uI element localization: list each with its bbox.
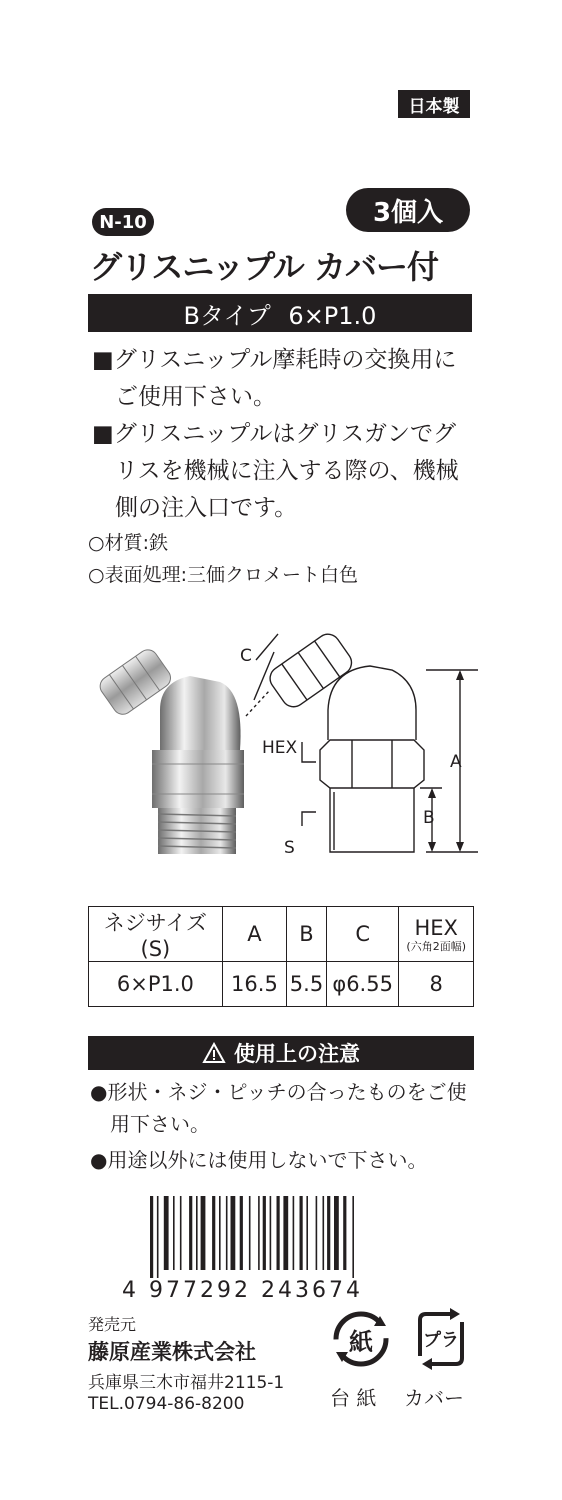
- barcode-bar: [283, 1196, 288, 1270]
- description-line: グリスニップルはグリスガンでグ: [113, 421, 456, 447]
- warning-icon: [202, 1042, 226, 1064]
- caution-heading-bar: [88, 1036, 474, 1070]
- barcode-bar: [201, 1196, 206, 1270]
- company-address: 兵庫県三木市福井2115-1: [88, 1373, 285, 1393]
- caution-line: 用途以外には使用しないで下さい。: [107, 1148, 428, 1172]
- barcode-bar: [306, 1196, 308, 1270]
- company-name: 藤原産業株式会社: [88, 1340, 256, 1364]
- square-bullet: ■: [92, 347, 114, 373]
- spec-table: [88, 906, 474, 1007]
- header-c: C: [326, 907, 399, 962]
- dim-label-s: S: [284, 838, 295, 858]
- caution-item-1: [90, 1076, 480, 1140]
- description-1: [92, 342, 482, 416]
- cell-b: 5.5: [287, 962, 327, 1007]
- barcode-bar: [189, 1196, 192, 1270]
- barcode-bar: [293, 1196, 295, 1270]
- origin-label: 日本製: [398, 90, 470, 118]
- caution-heading: 使用上の注意: [234, 1042, 360, 1066]
- cell-a: 16.5: [222, 962, 286, 1007]
- description-line: グリスニップル摩耗時の交換用に: [113, 347, 457, 373]
- barcode-bar: [164, 1196, 169, 1270]
- description-line: 側の注入口です。: [115, 495, 298, 521]
- barcode-bar: [327, 1196, 330, 1270]
- barcode-bar: [249, 1196, 251, 1270]
- description-2: [92, 416, 482, 527]
- description-line: リスを機械に注入する際の、機械: [115, 458, 459, 484]
- plastic-recycle-icon: [410, 1308, 472, 1370]
- paper-recycle-label: 台 紙: [330, 1386, 377, 1410]
- header-a: A: [222, 907, 286, 962]
- dim-label-hex: HEX: [262, 738, 298, 758]
- barcode: [150, 1196, 432, 1278]
- caution-line: 用下さい。: [110, 1112, 210, 1136]
- barcode-bar: [180, 1196, 182, 1270]
- dim-label-a: A: [450, 752, 462, 772]
- header-b: B: [287, 907, 327, 962]
- cell-c: φ6.55: [326, 962, 399, 1007]
- type-bar: Bタイプ 6×P1.0: [88, 294, 472, 332]
- circle-bullet: ●: [90, 1080, 108, 1104]
- header-hex: [399, 907, 474, 962]
- circle-bullet: ●: [90, 1148, 108, 1172]
- barcode-bar: [316, 1196, 318, 1270]
- square-bullet: ■: [92, 421, 114, 447]
- barcode-bar: [300, 1196, 303, 1270]
- barcode-bar: [196, 1196, 198, 1270]
- header-hex-label: HEX: [414, 915, 458, 940]
- barcode-bar: [157, 1196, 159, 1278]
- barcode-number: 4 977292 243674: [122, 1278, 363, 1303]
- barcode-bar: [240, 1196, 243, 1270]
- cell-thread-size: 6×P1.0: [89, 962, 223, 1007]
- cell-hex: 8: [399, 962, 474, 1007]
- quantity-badge: 3個入: [346, 188, 470, 232]
- barcode-bar: [323, 1196, 325, 1270]
- header-hex-sub: (六角2面幅): [406, 939, 466, 953]
- material-spec: ○材質:鉄: [88, 532, 168, 554]
- dim-label-c: C: [240, 646, 252, 666]
- barcode-bar: [150, 1196, 153, 1278]
- barcode-bar: [352, 1196, 354, 1278]
- grease-nipple-photo: [96, 646, 244, 854]
- product-title: グリスニップル カバー付: [90, 248, 438, 286]
- description-line: ご使用下さい。: [115, 384, 276, 410]
- plastic-mark: プラ: [423, 1330, 459, 1351]
- seller-label: 発売元: [88, 1315, 137, 1334]
- plastic-recycle-label: カバー: [404, 1386, 464, 1410]
- header-thread-size: ネジサイズ(S): [89, 907, 223, 962]
- barcode-bar: [334, 1196, 339, 1270]
- caution-item-2: [90, 1144, 480, 1176]
- barcode-bar: [173, 1196, 175, 1270]
- barcode-bar: [263, 1196, 266, 1270]
- barcode-bar: [343, 1196, 346, 1270]
- paper-recycle-icon: [330, 1308, 392, 1370]
- paper-mark: 紙: [349, 1327, 373, 1356]
- barcode-bar: [226, 1196, 228, 1270]
- product-code-badge: N-10: [92, 208, 154, 236]
- company-tel: TEL.0794-86-8200: [88, 1394, 245, 1414]
- dim-label-b: B: [423, 808, 435, 828]
- barcode-bar: [231, 1196, 236, 1270]
- surface-spec: ○表面処理:三価クロメート白色: [88, 564, 358, 586]
- barcode-bar: [277, 1196, 280, 1270]
- barcode-bar: [270, 1196, 272, 1270]
- barcode-bar: [212, 1196, 215, 1270]
- caution-line: 形状・ネジ・ピッチの合ったものをご使: [107, 1080, 467, 1104]
- barcode-bar: [258, 1196, 260, 1270]
- barcode-bar: [219, 1196, 221, 1270]
